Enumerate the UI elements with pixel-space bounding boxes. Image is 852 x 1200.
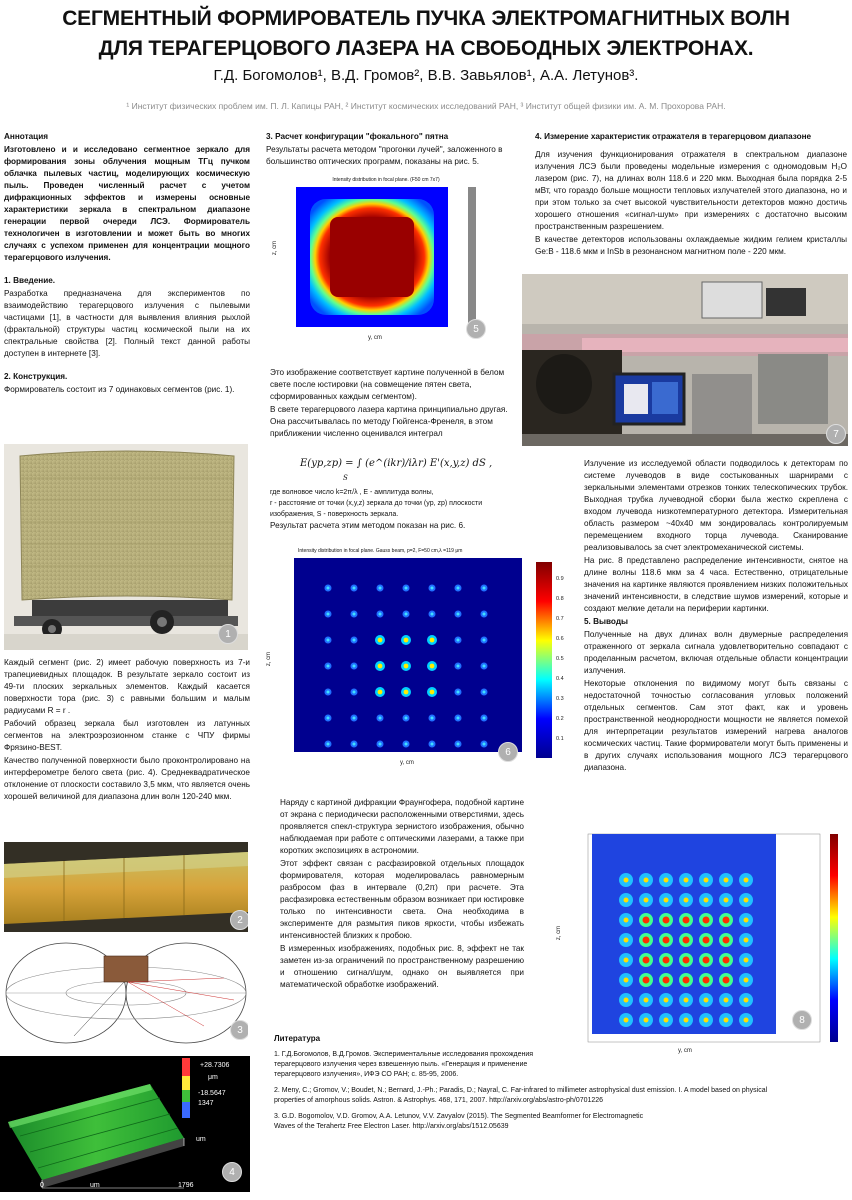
ref-1: 1. Г.Д.Богомолов, В.Д.Громов. Экспериментальные исследования прохождения терагерцового излучения через взвешенную пыль. «Генерация и применение терагерцового излучения», ИФЭ СО РАН; с. 85-95, 2006. <box>274 1051 534 1078</box>
fig8-spot-core <box>684 898 689 903</box>
figure-8-number-badge: 8 <box>792 1010 812 1030</box>
fig4-x-origin: 0 <box>40 1182 44 1189</box>
fig6-spot-core <box>483 587 486 590</box>
fig6-spot-core <box>457 613 460 616</box>
figure-8-measured-intensity <box>538 830 848 1060</box>
fig6-spot-core <box>483 639 486 642</box>
fig6-spot-core <box>457 665 460 668</box>
formula-note-3: изображения, S - поверхность зеркала. <box>270 511 399 518</box>
poster-title <box>0 4 852 64</box>
fig6-spot-core <box>483 743 486 746</box>
fig4-n-value: 1347 <box>198 1100 214 1107</box>
fig6-spot-core <box>378 638 383 643</box>
lab-photo-illustration <box>522 274 848 446</box>
fig4-x-label: um <box>90 1182 100 1189</box>
figure-6-number-badge: 6 <box>498 742 518 762</box>
fig6-spot-core <box>353 717 356 720</box>
fig6-spot-core <box>379 717 382 720</box>
fig6-spot-core <box>378 690 383 695</box>
fig6-cbar-08: 0.8 <box>556 596 564 602</box>
fig8-spot-core <box>644 1018 649 1023</box>
fraunhofer-text: Наряду с картиной дифракции Фраунгофера, подобной картине от экрана с периодически расположенными отверстиями, здесь проявляется спекл-структура зернистого изображения, обычно наблюдаемая при работе с оптическими лазерами, а также при коротких экспозициях в астрономии. <box>280 798 524 855</box>
figure-7-lab-photo <box>522 274 848 446</box>
fig8-spot-core <box>724 998 729 1003</box>
fig6-spot-core <box>353 639 356 642</box>
fig6-cbar-06: 0.6 <box>556 636 564 642</box>
fig8-spot-core <box>663 977 670 984</box>
fig8-spot-core <box>723 917 730 924</box>
fig5-ylabel: z, cm <box>272 240 279 256</box>
mirror-photo-illustration <box>4 444 248 650</box>
torus-diagram-illustration <box>4 938 248 1048</box>
fig8-spot-core <box>644 898 649 903</box>
ref-2: 2. Meny, C.; Gromov, V.; Boudet, N.; Bernard, J.-Ph.; Paradis, D.; Nayral, C. Far-infrared to millimeter astrophysical dust emission. I. A model based on physical properties of amorphous solids. Astron. & Astrophys. 468, 171, 2007. http://arxiv.org/abs/astro-ph/0701226 <box>274 1087 768 1104</box>
intro-heading: 1. Введение. <box>4 276 56 285</box>
fig6-spot-core <box>379 743 382 746</box>
conclusion-1: Полученные на двух длинах волн двумерные распределения отраженного от зеркала сигнала удовлетворительно совпадают с проделанным расчетом, включая отдельные области концентрации излучения. <box>584 630 848 675</box>
fig6-spot-core <box>327 639 330 642</box>
fig8-spot-core <box>683 937 690 944</box>
fig8-spot-core <box>683 957 690 964</box>
refs-heading: Литература <box>274 1034 321 1043</box>
fig6-spot-core <box>327 743 330 746</box>
column-1-lower <box>4 657 250 804</box>
fig6-xlabel: y, cm <box>400 760 414 766</box>
fig6-spot-core <box>431 613 434 616</box>
fig6-spot-core <box>327 717 330 720</box>
fig6-spot-core <box>430 690 435 695</box>
fig8-ylabel: z, cm <box>556 925 563 941</box>
ref-3: 3. G.D. Bogomolov, V.D. Gromov, A.A. Letunov, V.V. Zavyalov (2015). The Segmented Beamformer for Electromagnetic Waves of the Terahertz Free Electron Laser. http://arxiv.org/abs/1512.05639 <box>274 1113 644 1130</box>
fig8-spot-core <box>663 917 670 924</box>
fig6-cbar-03: 0.3 <box>556 696 564 702</box>
fig8-spot-core <box>724 878 729 883</box>
formula-note-2: r - расстояние от точки (x,y,z) зеркала до точки (yp, zp) плоскости <box>270 500 483 507</box>
fig8-spot-core <box>624 958 629 963</box>
sec3-intro: Результаты расчета методом "прогонки лучей", заложенного в большинство оптических программ, показаны на рис. 5. <box>266 145 503 166</box>
fig6-spot-core <box>353 691 356 694</box>
column-1 <box>4 131 250 397</box>
fig6-spot-core <box>379 613 382 616</box>
figure-5-number-badge: 5 <box>466 319 486 339</box>
fig6-spot-core <box>353 613 356 616</box>
fig5-heatmap <box>266 175 492 345</box>
fig6-spot-core <box>483 691 486 694</box>
affiliations: ¹ Институт физических проблем им. П. Л. Капицы РАН, ² Институт космических исследований РАН, ³ Институт общей физики им. А. М. Прохорова РАН. <box>126 101 726 111</box>
conclusion-2: Некоторые отклонения по видимому могут быть связаны с недостаточной точностью согласования угловых положений отдельных сегментов. Сам этот факт, как и уровень пространственной неоднородности мощности не является помехой для интерпретации результатов измерений нагрева аналогов космических частиц. Такие формирователи могут быть применены и в других случаях использования мощного ЛСЭ терагерцового диапазона. <box>584 679 848 772</box>
fig8-text: На рис. 8 представлено распределение интенсивности, снятое на длине волны 118.6 мкм за 4 часа. Естественно, отрицательные значения на картинке являются проявлением низких положительных значений интенсивности, в следствие шумов измерений, которые и создают мелкие детали на периферии картинки. <box>584 556 848 613</box>
authors: Г.Д. Богомолов¹, В.Д. Громов², В.В. Завьялов¹, А.А. Летунов³. <box>213 67 639 84</box>
fig8-spot-core <box>704 1018 709 1023</box>
fig8-spot-core <box>684 878 689 883</box>
effect-text: Этот эффект связан с расфазировкой отдельных площадок формирователя, которая моделировалась равномерным разбросом фаз в интервале (0,2π) при расчете. Эта расфазировка естественным образом возникает при юстировке только по интенсивности света. Она необходима в эксперименте для размытия пиков яркости, чтобы избежать интенсивностей близких к пробою. <box>280 859 524 940</box>
figure-1-mirror-photo <box>4 444 248 650</box>
fig6-spot-core <box>405 743 408 746</box>
fig6-spot-core <box>483 665 486 668</box>
fig6-spot-core <box>405 587 408 590</box>
fig6-spot-core <box>430 664 435 669</box>
fig8-spot-core <box>644 878 649 883</box>
fig8-spot-core <box>744 878 749 883</box>
figure-5-ray-tracing-plot <box>266 175 492 345</box>
fig6-ylabel: z, cm <box>266 651 273 667</box>
fig6-spot-core <box>483 717 486 720</box>
fig8-spot-core <box>624 938 629 943</box>
fig6-spot-core <box>483 613 486 616</box>
fig8-spot-core <box>724 1018 729 1023</box>
fig6-spot-core <box>379 587 382 590</box>
fig4-y-label: um <box>196 1136 206 1143</box>
fig6-spot-core <box>404 690 409 695</box>
fig8-spot-core <box>744 898 749 903</box>
fig6-spot-core <box>327 613 330 616</box>
fig6-cbar-04: 0.4 <box>556 676 564 682</box>
title-line-2: ДЛЯ ТЕРАГЕРЦОВОГО ЛАЗЕРА НА СВОБОДНЫХ ЭЛЕКТРОНАХ. <box>98 37 754 60</box>
detectors-text: В качестве детекторов использованы охлаждаемые жидким гелием кристаллы Ge:B - 118.6 мкм и InSb в резонансном магнитном поле - 220 мкм. <box>535 235 847 256</box>
sec3-heading: 3. Расчет конфигурации "фокального" пятна <box>266 132 449 141</box>
fig8-spot-core <box>624 878 629 883</box>
huygens-formula: E(yp,zp) = ∫ (e^(ikr)/iλr) E'(x,y,z) dS , <box>300 458 493 469</box>
construct-text: Формирователь состоит из 7 одинаковых сегментов (рис. 1). <box>4 385 235 394</box>
fig8-spot-core <box>624 1018 629 1023</box>
figure-1-number-badge: 1 <box>218 624 238 644</box>
result6-text: Результат расчета этим методом показан на рис. 6. <box>270 521 466 530</box>
fig4-unit: μm <box>208 1074 218 1081</box>
formula-s: S <box>343 474 348 482</box>
figure-6-diffraction-plot <box>262 546 526 770</box>
title-line-1: СЕГМЕНТНЫЙ ФОРМИРОВАТЕЛЬ ПУЧКА ЭЛЕКТРОМАГНИТНЫХ ВОЛН <box>62 7 790 30</box>
fig6-spot-core <box>404 664 409 669</box>
column-2 <box>266 131 524 169</box>
fig6-spot-core <box>431 743 434 746</box>
fig8-spot-core <box>684 1018 689 1023</box>
fig8-spot-core <box>624 918 629 923</box>
figure-2-number-badge: 2 <box>230 910 248 930</box>
fig8-spot-core <box>643 917 650 924</box>
abstract-text: Изготовлено и и исследовано сегментное зеркало для формирования зоны облучения мощным ТГц пучком облачка пылевых частиц, моделирующих космическую пыль. Проведен численный расчет с учетом дифракционных эффектов и измерены основные характеристики зеркала в спектральном диапазоне генерации первой очереди ЛСЭ. Формирователь технологичен в изготовлении и может быть во многих случаях с успехом применен для концентрации мощного терагерцового излучения. <box>4 145 250 262</box>
figure-2-segment-photo <box>4 842 248 932</box>
fig6-spot-core <box>353 587 356 590</box>
fig8-spot-core <box>723 957 730 964</box>
fig8-spot-core <box>643 957 650 964</box>
quality-text: Качество полученной поверхности было проконтролировано на интерферометре белого света (рис. 4). Среднеквадратическое отклонение от плоскости составило 3,5 мкм, что является очень хорошей величиной для диапазона длин волн 120-240 мкм. <box>4 756 250 801</box>
sample-text: Рабочий образец зеркала был изготовлен из латунных сегментов на электроэрозионном станке с ЧПУ фирмы Фрязино-BEST. <box>4 719 250 752</box>
fig8-spot-core <box>703 937 710 944</box>
fig8-spot-core <box>624 978 629 983</box>
fig8-spot-core <box>704 998 709 1003</box>
fig6-spot-core <box>405 717 408 720</box>
fig8-spot-core <box>723 977 730 984</box>
column-3 <box>535 131 847 259</box>
construct-heading: 2. Конструкция. <box>4 372 68 381</box>
column-3-mid <box>584 458 848 775</box>
fig8-spot-core <box>664 898 669 903</box>
thz-text: В свете терагерцового лазера картина принципиально другая. Она рассчитывалась по методу Гюйгенса-Френеля, в этом приближении численно оценивался интеграл <box>270 405 508 438</box>
fig8-spot-core <box>683 977 690 984</box>
fig8-spot-core <box>663 937 670 944</box>
fig6-cbar-07: 0.7 <box>556 616 564 622</box>
fig8-spot-core <box>703 957 710 964</box>
figure-7-number-badge: 7 <box>826 424 846 444</box>
fig8-spot-core <box>703 977 710 984</box>
fig4-min-value: -18.5647 <box>198 1090 226 1097</box>
fig4-x-max: 1796 <box>178 1182 194 1189</box>
figure-4-interferometer-surface <box>0 1056 250 1192</box>
fig8-spot-core <box>744 1018 749 1023</box>
column-2-mid <box>270 367 524 441</box>
fig6-spot-core <box>327 665 330 668</box>
fig8-spot-core <box>744 918 749 923</box>
model-text: Для изучения функционирования отражателя в спектральном диапазоне излучения ЛСЭ были проведены модельные измерения с одномодовым H₂O лазером (рис. 7), на длинах волн 118.6 и 220 мкм. Выходная была порядка 2-5 мВт, что гораздо больше мощности тепловых излучателей этого диапазона, но и при этом только за счет высокой чувствительности детекторов можно достичь хорошего отношения «сигнал-шум» при измерениях с достаточно высоким пространственным разрешением. <box>535 150 847 231</box>
fig6-spot-core <box>431 717 434 720</box>
fig6-title: Intensity distribution in focal plane. Gauss beam, p=2, F=50 cm,λ =119 μm <box>298 548 463 554</box>
fig4-max-value: +28.7306 <box>200 1062 230 1069</box>
fig6-spot-core <box>431 587 434 590</box>
fig8-spot-core <box>744 978 749 983</box>
segment-text: Каждый сегмент (рис. 2) имеет рабочую поверхность из 7-и трапециевидных площадок. В результате зеркало состоит из 49-ти плоских зеркальных элементов. Каждый касается поверхности тора (рис. 3) с равными большим и малым радиусами R = r . <box>4 658 250 715</box>
fig8-spot-core <box>624 998 629 1003</box>
radiation-text: Излучение из исследуемой области подводилось к детекторам по системе лучеводов в виде состыкованных шарнирами с зеркальными элементами отрезков тонких телескопических трубок. Выходная трубка лучеводной сборки была жестко скреплена с входом лучевода низкотемпературного детектора. Измерительная область размером ~40x40 мм зондировалась контролируемым перемещением входного торца лучевода. Сканирование реализовывалось за счет электромеханической системы. <box>584 459 848 552</box>
fig5-title: Intensity distribution in focal plane. (F50 cm 7x7) <box>332 177 440 183</box>
measured-text: В измеренных изображениях, подобных рис. 8, эффект не так заметен из-за ограничений по пространственному разрешению и отношению сигнал/шум, однако он выявляется при математической обработке изображений. <box>280 944 524 989</box>
fig8-spot-core <box>744 938 749 943</box>
fig6-spot-core <box>327 691 330 694</box>
fig6-spot-core <box>404 638 409 643</box>
fig6-spot-core <box>405 613 408 616</box>
fig6-colorbar <box>532 558 572 770</box>
figure-4-number-badge: 4 <box>222 1162 242 1182</box>
fig8-spot-core <box>744 958 749 963</box>
fig6-cbar-05: 0.5 <box>556 656 564 662</box>
fig6-cbar-02: 0.2 <box>556 716 564 722</box>
fig6-spot-core <box>457 743 460 746</box>
fig8-spot-core <box>723 937 730 944</box>
fig6-spot-core <box>457 639 460 642</box>
fig8-spot-core <box>664 998 669 1003</box>
figure-3-torus-diagram <box>4 938 248 1048</box>
fig6-spot-core <box>327 587 330 590</box>
fig8-spot-core <box>704 878 709 883</box>
fig5-xlabel: y, cm <box>368 335 382 341</box>
fig8-spot-core <box>744 998 749 1003</box>
fig6-colorbar-gradient <box>536 562 552 758</box>
sec4-heading: 4. Измерение характеристик отражателя в терагерцовом диапазоне <box>535 132 812 141</box>
fig8-spot-core <box>703 917 710 924</box>
segment-photo-illustration <box>4 842 248 932</box>
column-2-lower <box>280 797 524 992</box>
conclusions-heading: 5. Выводы <box>584 617 629 626</box>
fig6-heatmap <box>262 546 526 770</box>
fig6-cbar-01: 0.1 <box>556 736 564 742</box>
fig8-spot-core <box>643 977 650 984</box>
fig6-spot-core <box>457 587 460 590</box>
fig6-spot-core <box>378 664 383 669</box>
fig8-spot-core <box>644 998 649 1003</box>
fig8-spot-core <box>664 878 669 883</box>
white-light-text: Это изображение соответствует картине полученной в белом свете после юстировки (на совмещение пятен света, сформированных каждым сегментом). <box>270 368 505 401</box>
fig8-spot-core <box>724 898 729 903</box>
fig6-spot-core <box>430 638 435 643</box>
fig8-spot-core <box>643 937 650 944</box>
formula-notes <box>270 488 524 521</box>
fig6-spot-core <box>353 743 356 746</box>
fig8-spot-core <box>683 917 690 924</box>
fig6-spot-core <box>353 665 356 668</box>
fig8-spot-core <box>664 1018 669 1023</box>
intro-text: Разработка предназначена для экспериментов по взаимодействию терагерцового излучения с пылевыми частицами [1], в частности для выявления влияния рыхлой (фрактальной) структуры частиц космической пыли на их спектральные свойства [2]. Полный текст данной работы доступен в интернете [3]. <box>4 289 250 358</box>
fig8-spot-core <box>624 898 629 903</box>
fig8-spot-core <box>684 998 689 1003</box>
formula-note-1: где волновое число k=2π/λ , E - амплитуда волны, <box>270 489 434 496</box>
fig6-spot-core <box>457 717 460 720</box>
figure-3-number-badge: 3 <box>230 1020 248 1040</box>
result6-block <box>270 520 524 533</box>
fig8-spot-core <box>663 957 670 964</box>
abstract-heading: Аннотация <box>4 132 49 141</box>
fig8-xlabel: y, cm <box>678 1048 692 1054</box>
fig6-cbar-09: 0.9 <box>556 576 564 582</box>
fig6-spot-core <box>457 691 460 694</box>
fig8-spot-core <box>704 898 709 903</box>
